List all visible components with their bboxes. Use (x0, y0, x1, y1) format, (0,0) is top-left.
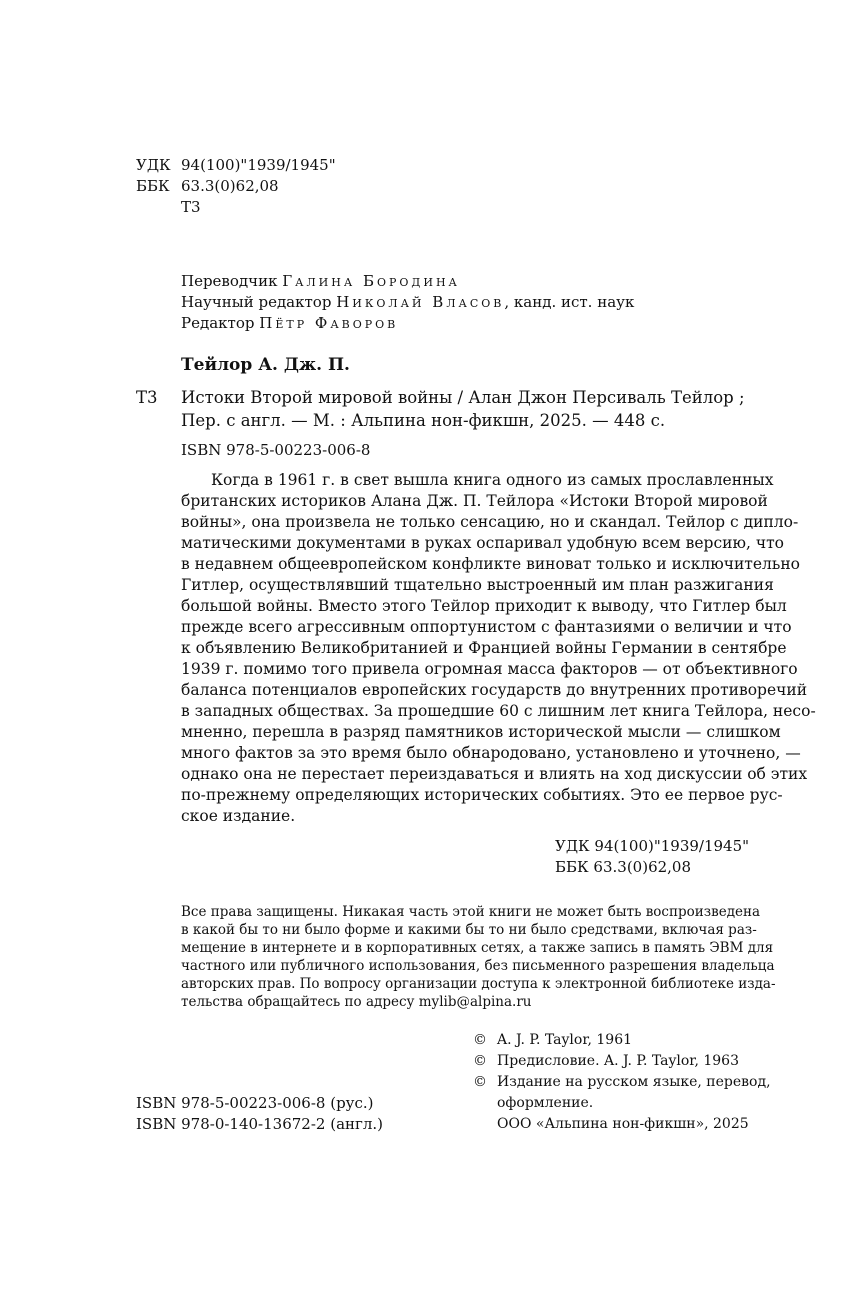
annotation-line: Гитлер, осуществлявший тщательно выстроенный им план разжигания (181, 576, 774, 594)
index-udk: УДК 94(100)"1939/1945" (555, 837, 750, 855)
annotation-line: к объявлению Великобританией и Францией войны Германии в сентябре (181, 639, 787, 657)
annotation-line: много фактов за это время было обнародовано, установлено и уточнено, — (181, 744, 801, 762)
rights-line: авторских прав. По вопросу организации доступа к электронной библиотеке изда- (181, 976, 776, 992)
credit-role: Научный редактор (181, 293, 332, 311)
credit-name: Пётр Фаворов (259, 314, 399, 332)
entry-isbn: ISBN 978-5-00223-006-8 (181, 441, 371, 459)
index-bbk: ББК 63.3(0)62,08 (555, 858, 692, 876)
copyright-symbol: © (473, 1074, 487, 1090)
credit-science-editor (181, 292, 634, 313)
rights-line: мещение в интернете и в корпоративных сетях, а также запись в память ЭВМ для (181, 940, 774, 956)
credit-extra: , канд. ист. наук (504, 293, 635, 311)
copyright-symbol: © (473, 1032, 487, 1048)
copyright-russian-edition (473, 1072, 771, 1093)
credit-name: Галина Бородина (282, 272, 460, 290)
author-heading: Тейлор А. Дж. П. (181, 355, 350, 375)
annotation-line: 1939 г. помимо того привела огромная масса факторов — от объективного (181, 660, 798, 678)
copyright-text: Издание на русском языке, перевод, (497, 1074, 771, 1090)
udk-value: 94(100)"1939/1945" (181, 156, 336, 174)
rights-line: Все права защищены. Никакая часть этой книги не может быть воспроизведена (181, 904, 761, 920)
copyright-publisher: ООО «Альпина нон-фикшн», 2025 (497, 1116, 749, 1132)
annotation-line: по-прежнему определяющих исторических событиях. Это ее первое рус- (181, 786, 783, 804)
entry-mark: Т3 (136, 388, 158, 407)
annotation-line: большой войны. Вместо этого Тейлор приходит к выводу, что Гитлер был (181, 597, 787, 615)
credit-role: Редактор (181, 314, 255, 332)
copyright-russian-edition-cont: оформление. (497, 1095, 594, 1111)
copyright-symbol: © (473, 1053, 487, 1069)
entry-publication-line: Пер. с англ. — М. : Альпина нон-фикшн, 2025. — 448 с. (181, 411, 666, 430)
annotation-line: ское издание. (181, 807, 296, 825)
rights-line: в какой бы то ни было форме и какими бы то ни было средствами, включая раз- (181, 922, 757, 938)
annotation (181, 470, 816, 827)
copyright-preface (473, 1051, 739, 1072)
rights-notice (181, 903, 776, 1011)
annotation-line: Когда в 1961 г. в свет вышла книга одного из самых прославленных (211, 471, 774, 489)
annotation-line: матическими документами в руках оспаривал удобную всем версию, что (181, 534, 784, 552)
isbn-english: ISBN 978-0-140-13672-2 (англ.) (136, 1115, 384, 1133)
entry-title-line: Истоки Второй мировой войны / Алан Джон Персиваль Тейлор ; (181, 388, 745, 407)
credit-role: Переводчик (181, 272, 278, 290)
rights-line: тельства обращайтесь по адресу mylib@alpina.ru (181, 994, 532, 1010)
copyright-original (473, 1030, 632, 1051)
annotation-line: в недавнем общеевропейском конфликте виноват только и исключительно (181, 555, 800, 573)
credit-name: Николай Власов (336, 293, 505, 311)
annotation-line: мненно, перешла в разряд памятников исторической мысли — слишком (181, 723, 781, 741)
annotation-line: войны», она произвела не только сенсацию, но и скандал. Тейлор с дипло- (181, 513, 799, 531)
copyright-text: Предисловие. A. J. P. Taylor, 1963 (497, 1053, 739, 1069)
annotation-line: баланса потенциалов европейских государств до внутренних противоречий (181, 681, 808, 699)
rights-line: частного или публичного использования, без письменного разрешения владельца (181, 958, 775, 974)
annotation-line: прежде всего агрессивным оппортунистом с фантазиями о величии и что (181, 618, 792, 636)
author-mark: Т3 (181, 198, 201, 216)
credit-translator (181, 271, 460, 292)
udk-label: УДК (136, 156, 171, 174)
annotation-line: однако она не перестает переиздаваться и влиять на ход дискуссии об этих (181, 765, 808, 783)
bbk-label: ББК (136, 177, 170, 195)
credit-editor (181, 313, 398, 334)
isbn-russian: ISBN 978-5-00223-006-8 (рус.) (136, 1094, 374, 1112)
annotation-line: в западных обществах. За прошедшие 60 с лишним лет книга Тейлора, несо- (181, 702, 816, 720)
bbk-value: 63.3(0)62,08 (181, 177, 279, 195)
copyright-text: A. J. P. Taylor, 1961 (497, 1032, 633, 1048)
annotation-line: британских историков Алана Дж. П. Тейлора «Истоки Второй мировой (181, 492, 768, 510)
